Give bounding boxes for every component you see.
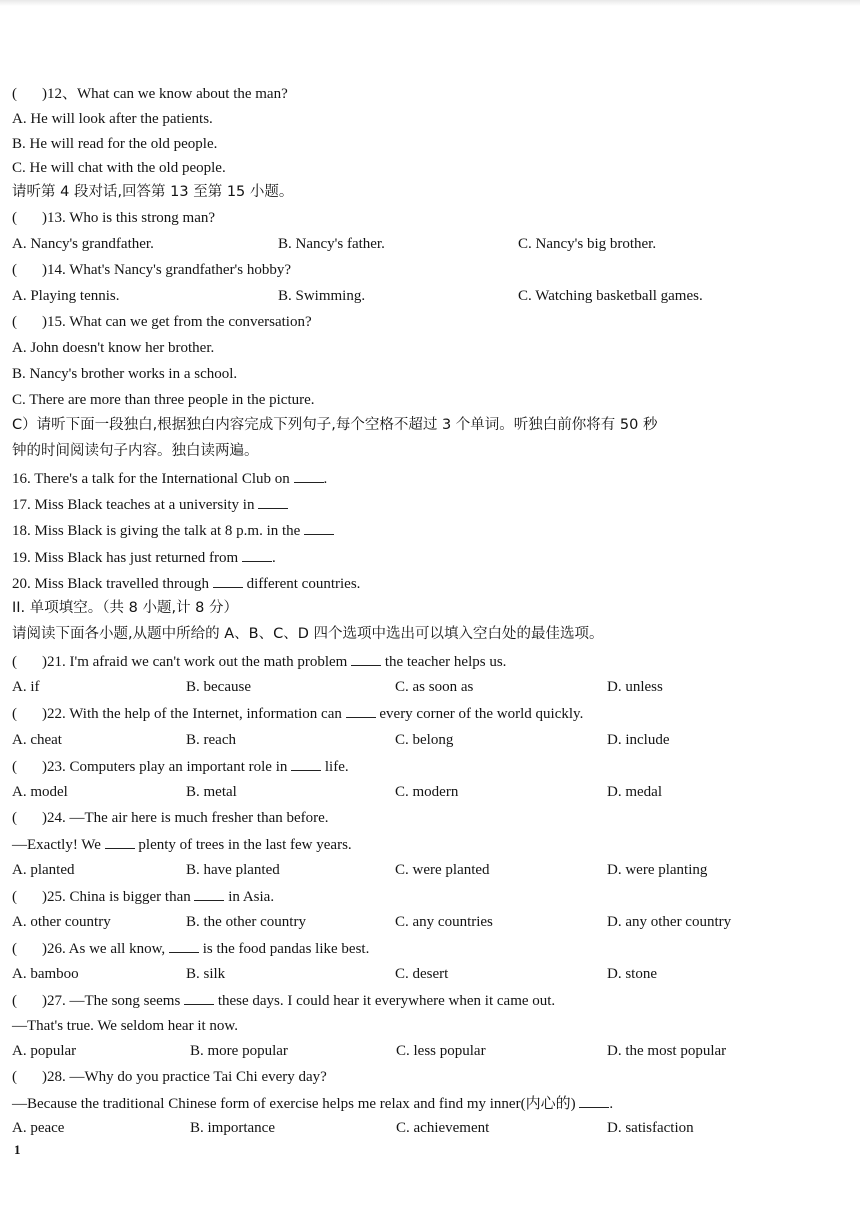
answer-blank: [184, 990, 214, 1005]
option-a: A. model: [12, 784, 68, 800]
question-28-reply: —Because the traditional Chinese form of exercise helps me relax and find my inner(内心的) .: [12, 1093, 613, 1114]
question-25: ( )25. China is bigger than in Asia.: [12, 886, 274, 907]
answer-blank[interactable]: [242, 547, 272, 562]
option-b: B. because: [186, 679, 251, 695]
option-d: D. medal: [607, 784, 662, 800]
option-a: A. planted: [12, 862, 75, 878]
answer-blank: [351, 651, 381, 666]
option-a: A. peace: [12, 1120, 65, 1136]
answer-paren[interactable]: (: [12, 941, 17, 957]
option-c: C. achievement: [396, 1120, 490, 1136]
question-27-reply: —That's true. We seldom hear it now.: [12, 1018, 239, 1034]
option-a: A. popular: [12, 1043, 77, 1059]
question-stem: )15. What can we get from the conversation?: [42, 314, 312, 330]
section-c-instruction-line1: C）请听下面一段独白,根据独白内容完成下列句子,每个空格不超过 3 个单词。听独白前你将有 50 秒: [12, 417, 658, 433]
option-b: B. more popular: [190, 1043, 288, 1059]
option-a: A. bamboo: [12, 966, 79, 982]
question-stem: )14. What's Nancy's grandfather's hobby?: [42, 262, 292, 278]
question-14: [12, 260, 291, 280]
answer-blank: [105, 834, 135, 849]
question-stem: )13. Who is this strong man?: [42, 210, 216, 226]
part-ii-title: II. 单项填空。（共 8 小题,计 8 分）: [12, 600, 239, 616]
option-d: D. were planting: [607, 862, 708, 878]
answer-blank[interactable]: [304, 520, 334, 535]
fill-question-17: 17. Miss Black teaches at a university in: [12, 494, 288, 515]
option-a: A. if: [12, 679, 40, 695]
instruction-section-4: 请听第 4 段对话,回答第 13 至第 15 小题。: [12, 184, 294, 200]
option-d: D. any other country: [607, 914, 732, 930]
answer-blank[interactable]: [294, 468, 324, 483]
question-15: [12, 312, 312, 332]
answer-blank: [194, 886, 224, 901]
answer-paren[interactable]: (: [12, 810, 17, 826]
option-c: C. There are more than three people in the picture.: [12, 392, 315, 408]
option-b: B. He will read for the old people.: [12, 136, 218, 152]
question-24: ( )24. —The air here is much fresher than before.: [12, 810, 329, 826]
question-23: ( )23. Computers play an important role in life.: [12, 756, 349, 777]
option-b: B. silk: [186, 966, 226, 982]
option-c: C. belong: [395, 732, 454, 748]
answer-paren[interactable]: (: [12, 210, 17, 226]
question-13: [12, 208, 215, 228]
page-number: 1: [14, 1142, 21, 1157]
answer-paren[interactable]: (: [12, 1069, 17, 1085]
answer-paren[interactable]: (: [12, 262, 17, 278]
fill-question-19: 19. Miss Black has just returned from .: [12, 547, 276, 568]
answer-blank: [579, 1093, 609, 1108]
answer-paren[interactable]: (: [12, 889, 17, 905]
option-d: D. unless: [607, 679, 663, 695]
option-c: C. He will chat with the old people.: [12, 160, 226, 176]
answer-paren[interactable]: (: [12, 654, 17, 670]
answer-blank[interactable]: [213, 573, 243, 588]
answer-paren[interactable]: (: [12, 706, 17, 722]
option-d: D. include: [607, 732, 670, 748]
question-stem: )12、What can we know about the man?: [42, 86, 288, 102]
part-ii-instruction: 请阅读下面各小题,从题中所给的 A、B、C、D 四个选项中选出可以填入空白处的最佳选项。: [12, 626, 604, 642]
option-b: B. the other country: [186, 914, 306, 930]
answer-paren[interactable]: (: [12, 314, 17, 330]
question-27: ( )27. —The song seems these days. I could hear it everywhere when it came out.: [12, 990, 555, 1011]
option-a: A. cheat: [12, 732, 62, 748]
option-b: B. metal: [186, 784, 237, 800]
answer-blank: [346, 703, 376, 718]
option-d: D. stone: [607, 966, 657, 982]
option-b: B. importance: [190, 1120, 275, 1136]
option-a: A. John doesn't know her brother.: [12, 340, 215, 356]
option-c: C. modern: [395, 784, 459, 800]
answer-blank[interactable]: [258, 494, 288, 509]
scan-top-edge: [0, 0, 860, 6]
option-d: D. satisfaction: [607, 1120, 694, 1136]
option-b: B. Nancy's brother works in a school.: [12, 366, 238, 382]
question-28: ( )28. —Why do you practice Tai Chi every day?: [12, 1069, 327, 1085]
question-22: ( )22. With the help of the Internet, information can every corner of the world quickly.: [12, 703, 583, 724]
option-c: C. desert: [395, 966, 449, 982]
option-b: B. Swimming.: [278, 288, 366, 304]
fill-question-18: 18. Miss Black is giving the talk at 8 p.m. in the: [12, 520, 334, 541]
option-c: C. Nancy's big brother.: [518, 236, 657, 252]
question-26: ( )26. As we all know, is the food pandas like best.: [12, 938, 369, 959]
answer-blank: [169, 938, 199, 953]
fill-question-20: 20. Miss Black travelled through different countries.: [12, 573, 360, 594]
option-b: B. Nancy's father.: [278, 236, 385, 252]
answer-blank: [291, 756, 321, 771]
option-c: C. any countries: [395, 914, 493, 930]
option-b: B. have planted: [186, 862, 280, 878]
option-c: C. were planted: [395, 862, 490, 878]
option-b: B. reach: [186, 732, 236, 748]
question-12: [12, 84, 288, 104]
option-d: D. the most popular: [607, 1043, 727, 1059]
option-c: C. less popular: [396, 1043, 486, 1059]
question-21: ( )21. I'm afraid we can't work out the math problem the teacher helps us.: [12, 651, 506, 672]
answer-paren[interactable]: (: [12, 759, 17, 775]
option-a: A. He will look after the patients.: [12, 111, 213, 127]
option-c: C. as soon as: [395, 679, 474, 695]
option-a: A. Nancy's grandfather.: [12, 236, 154, 252]
fill-question-16: 16. There's a talk for the International Club on .: [12, 468, 327, 489]
section-c-instruction-line2: 钟的时间阅读句子内容。独白读两遍。: [12, 443, 259, 459]
option-c: C. Watching basketball games.: [518, 288, 703, 304]
option-a: A. Playing tennis.: [12, 288, 120, 304]
question-24-reply: —Exactly! We plenty of trees in the last few years.: [12, 834, 352, 855]
option-a: A. other country: [12, 914, 111, 930]
answer-paren[interactable]: (: [12, 86, 17, 102]
answer-paren[interactable]: (: [12, 993, 17, 1009]
